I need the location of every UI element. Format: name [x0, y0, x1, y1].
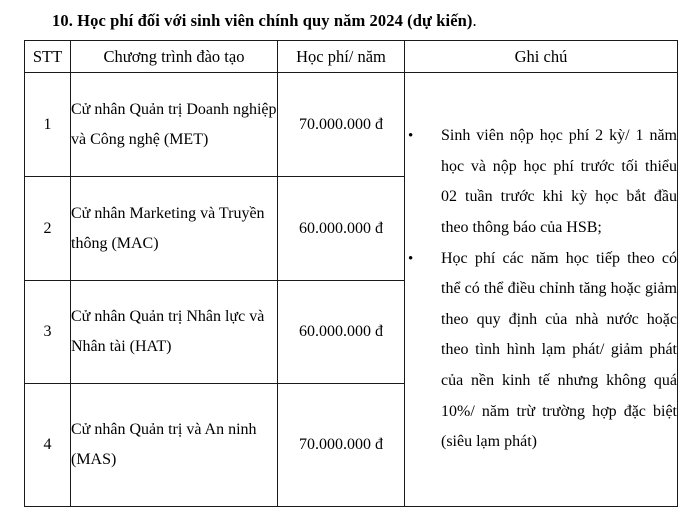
table-row — [25, 73, 678, 177]
note-text: Học phí các năm học tiếp theo có thể có thể điều chỉnh tăng hoặc giảm theo quy định của nhà nước hoặc theo tình hình lạm phát/ giảm phát của nền kinh tế nhưng không quá 10%/ năm trừ trường hợp đặc biệt (siêu lạm phát) — [441, 249, 677, 451]
page-title-body: Học phí đối với sinh viên chính quy năm 2024 (dự kiến) — [77, 11, 473, 30]
cell-stt: 1 — [25, 73, 71, 177]
table-header — [25, 41, 678, 73]
column-header-fee: Học phí/ năm — [278, 41, 405, 73]
column-header-program: Chương trình đào tạo — [71, 41, 278, 73]
list-item — [405, 244, 677, 458]
notes-list — [405, 121, 677, 458]
list-item — [405, 121, 677, 243]
cell-fee: 60.000.000 đ — [278, 281, 405, 384]
cell-program: Cử nhân Quản trị Doanh nghiệp và Công nghệ (MET) — [71, 73, 278, 177]
tuition-fee-table — [24, 40, 678, 507]
table-header-row — [25, 41, 678, 73]
cell-stt: 2 — [25, 177, 71, 281]
table-body — [25, 73, 678, 507]
page-title-text: 10. — [52, 11, 73, 30]
bullet-icon: • — [408, 250, 414, 267]
cell-fee: 60.000.000 đ — [278, 177, 405, 281]
cell-stt: 3 — [25, 281, 71, 384]
page-title — [52, 11, 477, 31]
cell-fee: 70.000.000 đ — [278, 384, 405, 507]
cell-program: Cử nhân Quản trị Nhân lực và Nhân tài (HAT) — [71, 281, 278, 384]
cell-notes — [405, 73, 678, 507]
note-text: Sinh viên nộp học phí 2 kỳ/ 1 năm học và nộp học phí trước tối thiểu 02 tuần trước khi kỳ học bắt đầu theo thông báo của HSB; — [441, 127, 677, 237]
cell-program: Cử nhân Marketing và Truyền thông (MAC) — [71, 177, 278, 281]
cell-stt: 4 — [25, 384, 71, 507]
cell-program: Cử nhân Quản trị và An ninh (MAS) — [71, 384, 278, 507]
bullet-icon: • — [408, 128, 414, 145]
page-title-period: . — [472, 11, 477, 30]
cell-fee: 70.000.000 đ — [278, 73, 405, 177]
column-header-note: Ghi chú — [405, 41, 678, 73]
column-header-stt: STT — [25, 41, 71, 73]
